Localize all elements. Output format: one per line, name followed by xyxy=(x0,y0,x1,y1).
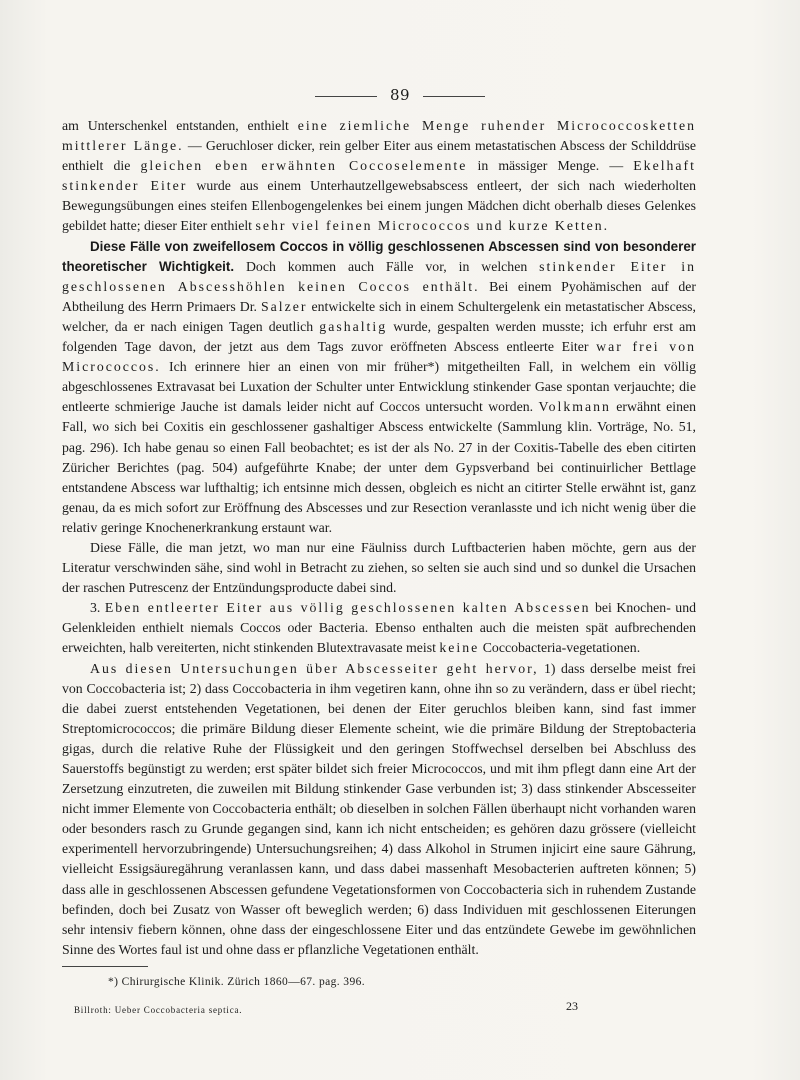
header-rule-left xyxy=(315,96,377,97)
spaced-text: gleichen eben erwähnten Coccoselemente xyxy=(140,158,468,174)
text-run: 1) dass derselbe meist frei von Coccobacteria ist; 2) dass Coccobacteria in ihm vegetiren kann, ohne ihn so zu verändern, dass er übel riecht; die dabei zuerst entstehenden Vegetationen, bei denen der Eiter geruchlos bleiben kann, sind fast immer Streptomicrococcos; die primäre Bildung dieser Elemente scheint, wie die primäre Bildung der Streptobacteria gigas, durch die relative Ruhe der Flüssigkeit und den geringen Stoffwechsel derselben bei Abschluss des Sauerstoffs begünstigt zu werden; erst später bildet sich freier Micrococcos, und mit ihm pflegt dann eine Art der Zersetzung einzutreten, die zuweilen mit Bildung stinkender Gase verbunden ist; 3) dass stinkender Abscesseiter nicht immer Elemente von Coccobacteria enthält; ob dieselben in solchen Fällen überhaupt nicht vorhanden waren oder besonders rasch zu Grunde gegangen sind, kann ich nicht entscheiden; es gehören dazu grössere (vielleicht experimentell hervorzubringende) Untersuchungsreihen; 4) dass Alkohol in Strumen injicirt eine saure Gährung, vielleicht Essigsäuregährung veranlassen kann, und dass dabei massenhaft Mesobacterien auftreten können; 5) dass alle in geschlossenen Abscessen gefundene Vegetationsformen von Coccobacteria sich in ruhendem Zustande befinden, doch bei Zusatz von Wasser oft beweglich werden; 6) dass Individuen mit geschlossenen Eiterungen sehr intensiv fiebern können, ohne dass der eingeschlossene Eiter und das entzündete Gewebe im gewöhnlichen Sinne des Wortes faul ist und ohne dass er pflanzliche Vegetationen enthält. xyxy=(62,660,696,957)
text-run: in mässiger Menge. — xyxy=(467,158,634,174)
text-run: Doch kommen auch Fälle vor, in welchen xyxy=(234,258,540,274)
sheet-number: 23 xyxy=(566,999,578,1013)
paragraph-1 xyxy=(62,116,696,237)
spaced-text: eine ziemliche Menge ruhender Micrococcosketten mittlerer Länge. xyxy=(62,118,696,154)
text-run: Coccobacteria-vegetationen. xyxy=(479,640,641,656)
spaced-text: stinkender Eiter in geschlossenen Abscesshöhlen keinen Coccos enthält. xyxy=(62,258,696,294)
footnote-rule xyxy=(62,966,148,967)
spaced-text: gashaltig xyxy=(319,318,388,334)
text-run: wurde aus einem Unterhautzellgewebsabscess entleert, der sich nach wiederholten Bewegungsübungen eines steifen Ellenbogengelenkes bei einem jungen Mädchen dicht oberhalb dieses Gelenkes gebildet hatte; dieser Eiter enthielt xyxy=(62,178,696,234)
paragraph-2 xyxy=(62,237,696,538)
body-text xyxy=(62,116,696,960)
text-run: 3. xyxy=(90,600,105,616)
spaced-text: Eben entleerter Eiter aus völlig geschlossenen kalten Abscessen xyxy=(104,600,591,616)
text-run: Bei einem Pyohämischen auf der Abtheilung des Herrn Primaers Dr. xyxy=(62,278,696,314)
text-run: bei Knochen- und Gelenkleiden enthielt niemals Coccos oder Bacteria. Ebenso enthalten auch die meisten spät aufbrechenden erweichten, halb vereiterten, nicht stinkenden Blutextravasate meist xyxy=(62,600,696,656)
spaced-text: Volkmann xyxy=(538,399,611,415)
text-run: wurde, gespalten werden musste; ich erfuhr erst am folgenden Tage davon, der jetzt aus dem Tags zuvor eröffneten Abscess entleerte Eiter xyxy=(62,318,696,355)
text-run: am Unterschenkel entstanden, enthielt xyxy=(62,118,298,133)
header-rule-right xyxy=(423,96,485,97)
text-run: entwickelte sich in einem Schultergelenk ein metastatischer Abscess, welcher, da er nach einigen Tagen deutlich xyxy=(62,298,697,334)
spaced-text: sehr viel feinen Micrococcos und kurze Ketten. xyxy=(255,218,610,234)
text-run: erwähnt einen Fall, wo sich bei Coxitis ein geschlossener gashaltiger Abscess entwickelte (Sammlung klin. Vorträge, No. 51, pag. 296). Ich habe genau so einen Fall beobachtet; es ist der als No. 27 in der Coxitis-Tabelle des eben citirten Züricher Berichtes (pag. 504) aufgeführte Knabe; der unter dem Gypsverband bei continuirlicher Bettlage entstandene Abscess war lufthaltig; ich entsinne mich dessen, obgleich es nicht an citirter Stelle erwähnt ist, ganz genau, da es mich sofort zur Eröffnung des Abscesses und zur Resection veranlasste und ich nicht wenig über die relativ geringe Knochenerkrankung erstaunt war. xyxy=(62,399,696,535)
page-number: 89 xyxy=(389,86,411,104)
spaced-text: keine xyxy=(439,640,480,656)
spaced-text: war frei von Micrococcos. xyxy=(62,339,696,375)
spaced-text: Aus diesen Untersuchungen über Abscesseiter geht hervor, xyxy=(90,660,539,676)
text-run: Ich erinnere hier an einen von mir früher*) mitgetheilten Fall, in welchem ein völlig abgeschlossenes Extravasat bei Luxation der Schulter unter Entwicklung stinkender Gase spontan verjauchte; die entleerte schmierige Jauche ist damals leider nicht auf Coccos untersucht worden. xyxy=(62,359,696,415)
text-run: Diese Fälle, die man jetzt, wo man nur eine Fäulniss durch Luftbacterien haben möchte, gern aus der Literatur verschwinden sähe, sind wohl in Betracht zu ziehen, so selten sie auch sind und so dunkel die Ursachen der raschen Putrescenz der Entzündungsproducte dabei sind. xyxy=(62,539,696,596)
footnote: *) Chirurgische Klinik. Zürich 1860—67. pag. 396. xyxy=(108,976,366,988)
bold-text: Diese Fälle von zweifellosem Coccos in völlig geschlossenen Abscessen sind von besonderer theoretischer Wichtigkeit. xyxy=(62,238,696,274)
paragraph-5 xyxy=(62,659,696,960)
paragraph-4 xyxy=(62,598,696,658)
signature-line: Billroth: Ueber Coccobacteria septica. xyxy=(74,1005,243,1015)
spaced-text: Ekelhaft stinkender Eiter xyxy=(62,158,696,194)
paragraph-3 xyxy=(62,538,696,598)
text-run: — Geruchloser dicker, rein gelber Eiter aus einem metastatischen Abscess der Schilddrüse enthielt die xyxy=(62,138,697,174)
page-header xyxy=(0,86,800,104)
spaced-text: Salzer xyxy=(261,298,308,314)
